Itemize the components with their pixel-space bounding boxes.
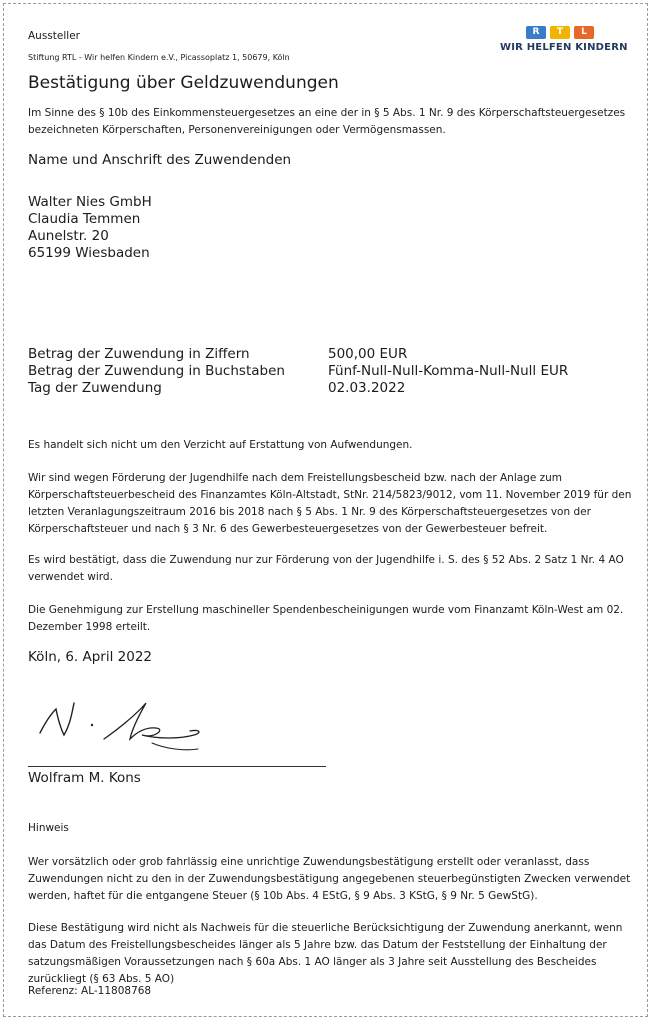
intro-text: Im Sinne des § 10b des Einkommensteuergesetzes an eine der in § 5 Abs. 1 Nr. 9 des Körperschaftsteuergesetzes bezeichneten Körperschaften, Personenvereinigungen oder Vermögensmassen. [28, 107, 626, 136]
logo-tile-l: L [574, 26, 594, 39]
signatory-name: Wolfram M. Kons [28, 770, 141, 786]
amount-digits-value: 500,00 EUR [328, 346, 408, 362]
donor-heading: Name und Anschrift des Zuwendenden [28, 152, 292, 168]
reference-number: Referenz: AL-11808768 [28, 985, 152, 997]
amount-words-label: Betrag der Zuwendung in Buchstaben [28, 363, 285, 379]
issuer-address: Stiftung RTL - Wir helfen Kindern e.V., Picassoplatz 1, 50679, Köln [28, 53, 290, 62]
donor-name: Walter Nies GmbH [28, 194, 152, 210]
paragraph-purpose: Es wird bestätigt, dass die Zuwendung nur zur Förderung von der Jugendhilfe i. S. des § 52 Abs. 2 Satz 1 Nr. 4 AO verwendet wird. [28, 554, 624, 583]
amount-words-value: Fünf-Null-Null-Komma-Null-Null EUR [328, 363, 569, 379]
rtl-logo [500, 26, 628, 58]
logo-tagline: WIR HELFEN KINDERN [500, 42, 628, 53]
document-title: Bestätigung über Geldzuwendungen [28, 73, 339, 93]
issuer-label: Aussteller [28, 30, 80, 42]
paragraph-no-waiver: Es handelt sich nicht um den Verzicht auf Erstattung von Aufwendungen. [28, 439, 413, 451]
notice-validity: Diese Bestätigung wird nicht als Nachweis für die steuerliche Berücksichtigung der Zuwendung anerkannt, wenn das Datum des Freistellungsbescheides länger als 5 Jahre bzw. das Datum der Feststellung der Einhaltung der satzungsmäßigen Voraussetzungen nach § 60a Abs. 1 AO länger als 3 Jahre seit Ausstellung des Bescheides zurückliegt (§ 63 Abs. 5 AO) [28, 922, 623, 985]
notice-liability: Wer vorsätzlich oder grob fahrlässig eine unrichtige Zuwendungsbestätigung erstellt oder veranlasst, dass Zuwendungen nicht zu den in der Zuwendungsbestätigung angegebenen steuerbegünstigten Zwecken verwendet werden, haftet für die entgangene Steuer (§ 10b Abs. 4 EStG, § 9 Abs. 3 KStG, § 9 Nr. 5 GewStG). [28, 856, 631, 902]
logo-tile-t: T [550, 26, 570, 39]
notice-heading: Hinweis [28, 822, 69, 834]
signature-image [34, 695, 234, 765]
donation-date-label: Tag der Zuwendung [28, 380, 162, 396]
paragraph-tax-exemption: Wir sind wegen Förderung der Jugendhilfe nach dem Freistellungsbescheid bzw. nach der Anlage zum Körperschaftsteuerbescheid des Finanzamtes Köln-Altstadt, StNr. 214/5823/9012, vom 11. November 2019 für den letzten Veranlagungszeitraum 2016 bis 2018 nach § 5 Abs. 1 Nr. 9 des Körperschaftsteuergesetzes von der Körperschaftsteuer und nach § 3 Nr. 6 des Gewerbesteuergesetzes von der Gewerbesteuer befreit. [28, 472, 632, 535]
amount-digits-label: Betrag der Zuwendung in Ziffern [28, 346, 250, 362]
donor-city: 65199 Wiesbaden [28, 245, 150, 261]
paragraph-approval: Die Genehmigung zur Erstellung maschineller Spendenbescheinigungen wurde vom Finanzamt Köln-West am 02. Dezember 1998 erteilt. [28, 604, 624, 633]
signature-line [28, 766, 326, 767]
place-date: Köln, 6. April 2022 [28, 649, 153, 665]
logo-tile-r: R [526, 26, 546, 39]
donor-contact: Claudia Temmen [28, 211, 141, 227]
donation-date-value: 02.03.2022 [328, 380, 406, 396]
donor-street: Aunelstr. 20 [28, 228, 109, 244]
